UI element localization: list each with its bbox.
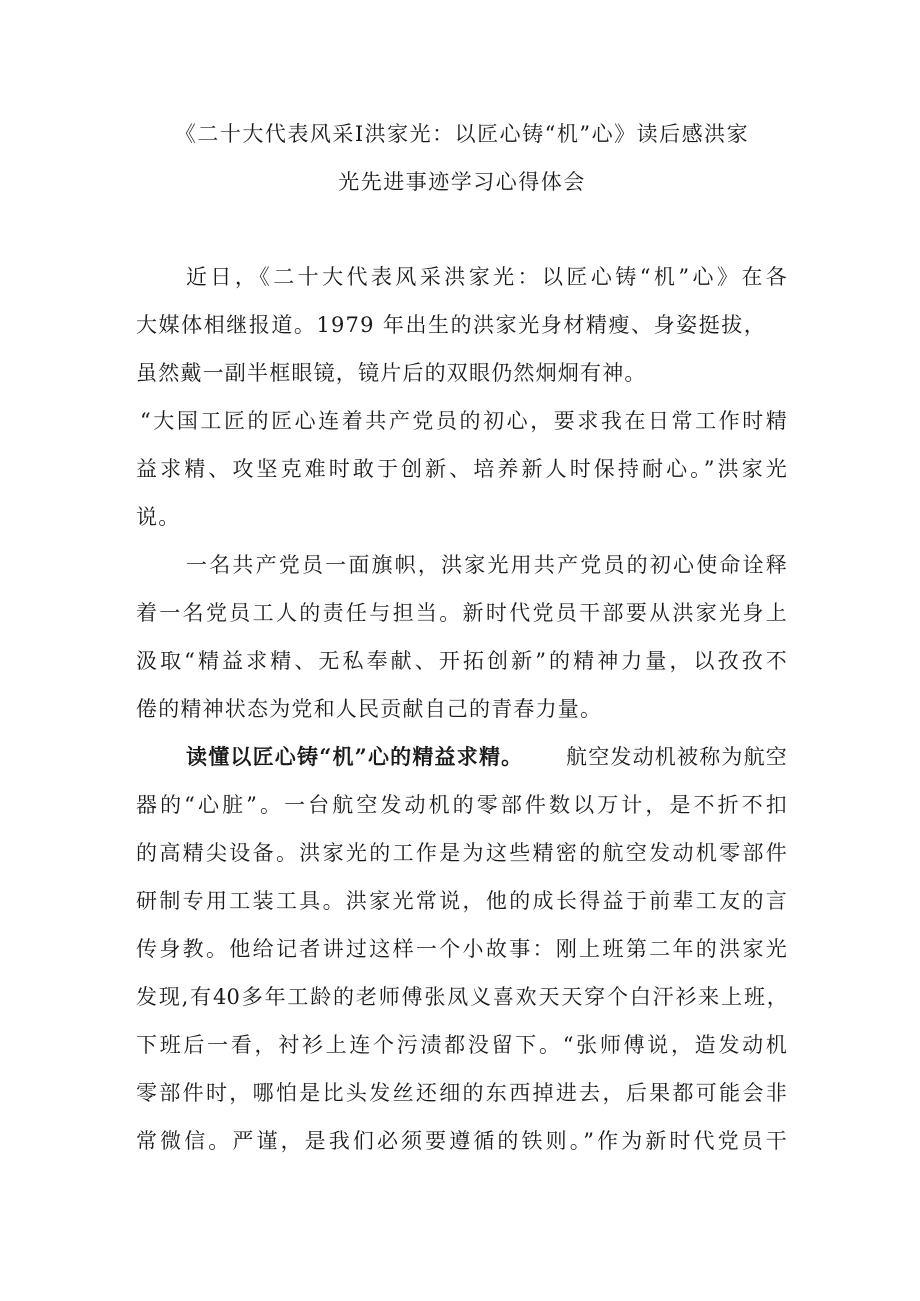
paragraph-1-line-1: 近日，《二十大代表风采洪家光：以匠心铸“机”心》在各 [186, 265, 788, 289]
paragraph-3-line-9: 常微信。严谨，是我们必须要遵循的铁则。”作为新时代党员干 [136, 1129, 788, 1153]
paragraph-1-line-2: 大媒体相继报道。1979 年出生的洪家光身材精瘦、身姿挺拔， [136, 313, 766, 337]
section-heading: 读懂以匠心铸“机”心的精益求精。 [186, 744, 524, 769]
paragraph-3-line-5: 传身教。他给记者讲过这样一个小故事：刚上班第二年的洪家光 [136, 937, 788, 961]
paragraph-3-line-2: 器的“心脏”。一台航空发动机的零部件数以万计，是不折不扣 [136, 793, 788, 817]
document-title-line-2: 光先进事迹学习心得体会 [338, 170, 586, 194]
paragraph-1-line-6: 说。 [136, 505, 181, 529]
document-title-line-1: 《二十大代表风采Ι洪家光：以匠心铸“机”心》读后感洪家 [174, 122, 750, 146]
paragraph-3-line-6: 发现,有40多年工龄的老师傅张凤义喜欢天天穿个白汗衫来上班， [136, 985, 788, 1009]
paragraph-2-line-3: 汲取“精益求精、无私奉献、开拓创新”的精神力量，以孜孜不 [136, 649, 788, 673]
paragraph-3-line-8: 零部件时，哪怕是比头发丝还细的东西掉进去，后果都可能会非 [136, 1081, 788, 1105]
paragraph-3-line-3: 的高精尖设备。洪家光的工作是为这些精密的航空发动机零部件 [136, 841, 788, 865]
paragraph-1-line-5: 益求精、攻坚克难时敢于创新、培养新人时保持耐心。”洪家光 [136, 457, 788, 481]
paragraph-3-line-7: 下班后一看，衬衫上连个污渍都没留下。“张师傅说，造发动机 [136, 1033, 788, 1057]
paragraph-1-line-4: “大国工匠的匠心连着共产党员的初心，要求我在日常工作时精 [140, 409, 788, 433]
paragraph-3-line-1 [186, 743, 788, 771]
paragraph-1-line-3: 虽然戴一副半框眼镜，镜片后的双眼仍然炯炯有神。 [136, 361, 647, 385]
paragraph-3-line-1-text: 航空发动机被称为航空 [566, 745, 788, 769]
paragraph-2-line-2: 着一名党员工人的责任与担当。新时代党员干部要从洪家光身上 [136, 601, 788, 625]
paragraph-2-line-4: 倦的精神状态为党和人民贡献自己的青春力量。 [136, 697, 603, 721]
paragraph-3-line-4: 研制专用工装工具。洪家光常说，他的成长得益于前辈工友的言 [136, 889, 788, 913]
paragraph-2-line-1: 一名共产党员一面旗帜，洪家光用共产党员的初心使命诠释 [186, 553, 788, 577]
